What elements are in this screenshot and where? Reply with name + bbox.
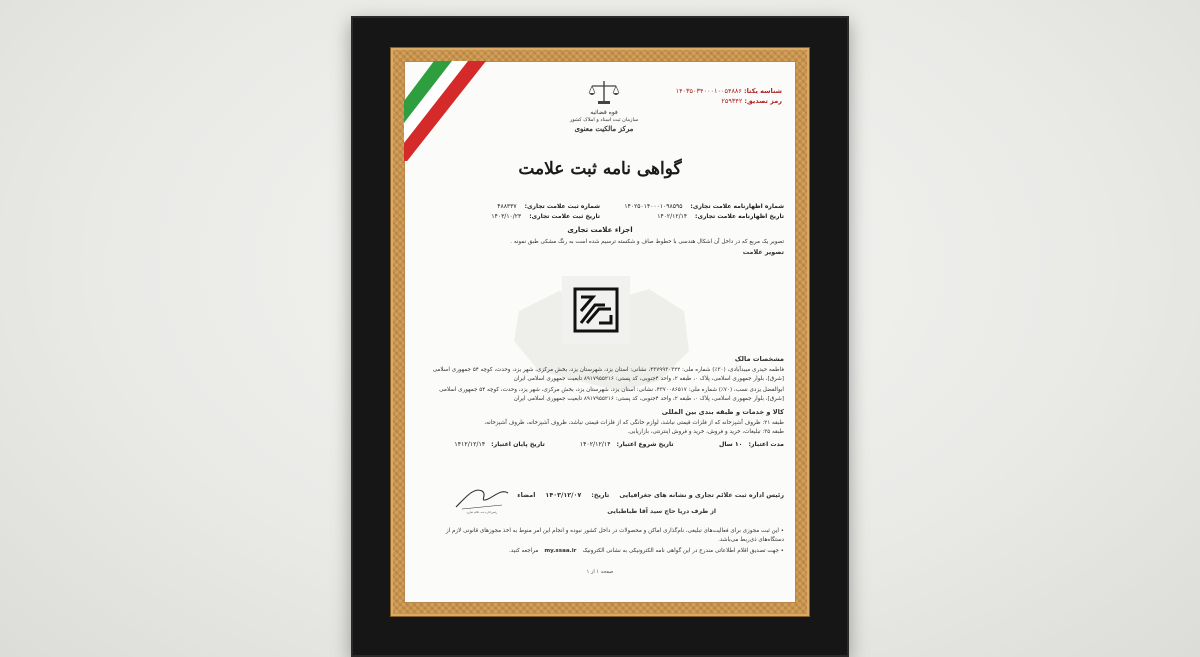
judiciary-scale-emblem-icon [574,77,634,107]
registration-date-label: تاریخ ثبت علامت تجاری: [529,213,600,220]
unique-id-label: شناسه یکتا: [744,87,782,95]
start-date-value: ۱۴۰۲/۱۲/۱۴ [579,441,611,448]
declaration-no-label: شماره اظهارنامه علامت تجاری: [690,203,784,210]
validity-label: مدت اعتبار: [748,441,784,448]
components-heading: اجزاء علامت تجاری [567,226,633,234]
emblem-line-1: قوه قضائیه [590,109,618,116]
svg-text:رئیس اداره ثبت علائم تجاری: رئیس اداره ثبت علائم تجاری [466,511,498,514]
note-1: • این ثبت مجوزی برای فعالیت‌های تبلیغی، نام‌گذاری اماکن و محصولات در داخل کشور نبوده و انجام این امر منوط به اخذ مجوزهای قانونی لازم از [445,528,784,534]
iran-flag-ribbon-icon [404,61,504,161]
trademark-geometric-logo-icon [573,287,619,333]
certificate-ids [676,86,782,106]
owner-heading: مشخصات مالک [734,355,784,363]
goods-line-2: طبقه ۳۵: تبلیغات، خرید و فروش، خرید و فروش اینترنتی، بازاریابی. [627,429,784,435]
page-number: صفحه ۱ از ۱ [586,569,614,575]
goods-heading: کالا و خدمات و طبقه بندی بین المللی [661,408,784,416]
components-text: تصویر یک مربع که در داخل آن اشکال هندسی با خطوط صاف و شکسته ترسیم شده است به رنگ مشکی طبق نمونه . [510,239,784,245]
owner-1-line-2: [شرق]، بلوار جمهوری اسلامی، پلاک ۰، طبقه ۲، واحد ۴جنوبی، کد پستی: ۸۹۱۷۹۵۵۲۱۶ تابعیت جمهوری اسلامی ایران [513,376,784,382]
owner-2-line-1: ابوالفضل یزدی نسب، (۷۰٪) شماره ملی: ۴۳۷۰۰۸۶۵۱۷، نشانی: استان یزد، شهرستان یزد، بخش مرکزی، شهر یزد، وحدت، کوچه ۵۴ جمهوری اسلامی [439,387,784,393]
verify-website-link[interactable]: my.ssaa.ir [544,548,577,554]
verify-code-value: ۲۵۹۳۴۲ [721,97,743,105]
owner-2-line-2: [شرق]، بلوار جمهوری اسلامی، پلاک ۰، طبقه ۲، واحد ۴جنوبی، کد پستی: ۸۹۱۷۹۵۵۲۱۶ تابعیت جمهوری اسلامی ایران [513,396,784,402]
verify-code-label: رمز تصدیق: [744,97,782,105]
registration-date-value: ۱۴۰۳/۱۰/۲۳ [491,213,522,220]
signature-label: امضاء [517,491,536,499]
behalf-text: از طرف دریا حاج سید آقا طباطبایی [607,508,716,515]
frame-mat [390,47,810,617]
validity-value: ۱۰ سال [718,441,743,448]
registration-no-value: ۴۸۸۳۳۷ [497,203,517,210]
numbers-row-2 [416,213,784,220]
note-2-prefix: • جهت تصدیق اقلام اطلاعاتی مندرج در این گواهی نامه الکترونیکی به نشانی الکترونیک [582,548,784,554]
start-date-label: تاریخ شروع اعتبار: [616,441,674,448]
trademark-logo [562,276,630,344]
emblem-line-2: سازمان ثبت اسناد و املاک کشور [569,117,639,123]
picture-frame [351,16,849,657]
declaration-date-label: تاریخ اظهارنامه علامت تجاری: [695,213,784,220]
declaration-no-value: ۱۴۰۲۵۰۱۴۰۰۰۱۰۹۸۵۹۵ [624,203,683,210]
note-2 [416,547,784,556]
note-2-suffix: مراجعه کنید. [509,548,539,554]
certificate-paper [404,61,796,603]
owner-1-line-1: فاطمه حیدری میبدآبادی، (۳۰٪) شماره ملی: ۴۳۷۹۹۳۰۳۲۲، نشانی: استان یزد، شهرستان یزد، بخش مرکزی، شهر یزد، وحدت، کوچه ۵۴ جمهوری اسلامی [432,367,784,373]
signature-date-label: تاریخ: [591,491,610,499]
note-1-continued: دستگاه‌های ذی‌ربط می‌باشد. [718,537,784,543]
image-heading: تصویر علامت [742,248,784,256]
head-title: رئیس اداره ثبت علائم تجاری و نشانه های جغرافیایی [619,491,784,499]
numbers-row-1 [416,203,784,210]
validity-row [416,441,784,448]
certificate-title: گواهی نامه ثبت علامت [518,159,682,179]
registration-no-label: شماره ثبت علامت تجاری: [524,203,600,210]
end-date-value: ۱۴۱۲/۱۲/۱۴ [454,441,486,448]
goods-line-1: طبقه ۲۱: ظروف آشپزخانه که از فلزات قیمتی نباشد، لوازم خانگی که از فلزات قیمتی نباشد، ظروف آشپزخانه، ظروف آشپزخانه، [484,420,784,426]
signature-date-value: ۱۴۰۳/۱۲/۰۷ [545,491,582,499]
emblem-line-3: مرکز مالکیت معنوی [574,124,634,133]
end-date-label: تاریخ پایان اعتبار: [491,441,545,448]
handwritten-signature-icon [452,481,512,515]
unique-id-value: ۱۴۰۳۵۰۳۴۰۰۰۱۰۰۵۴۸۸۶ [675,87,742,95]
declaration-date-value: ۱۴۰۲/۱۲/۱۴ [657,213,688,220]
